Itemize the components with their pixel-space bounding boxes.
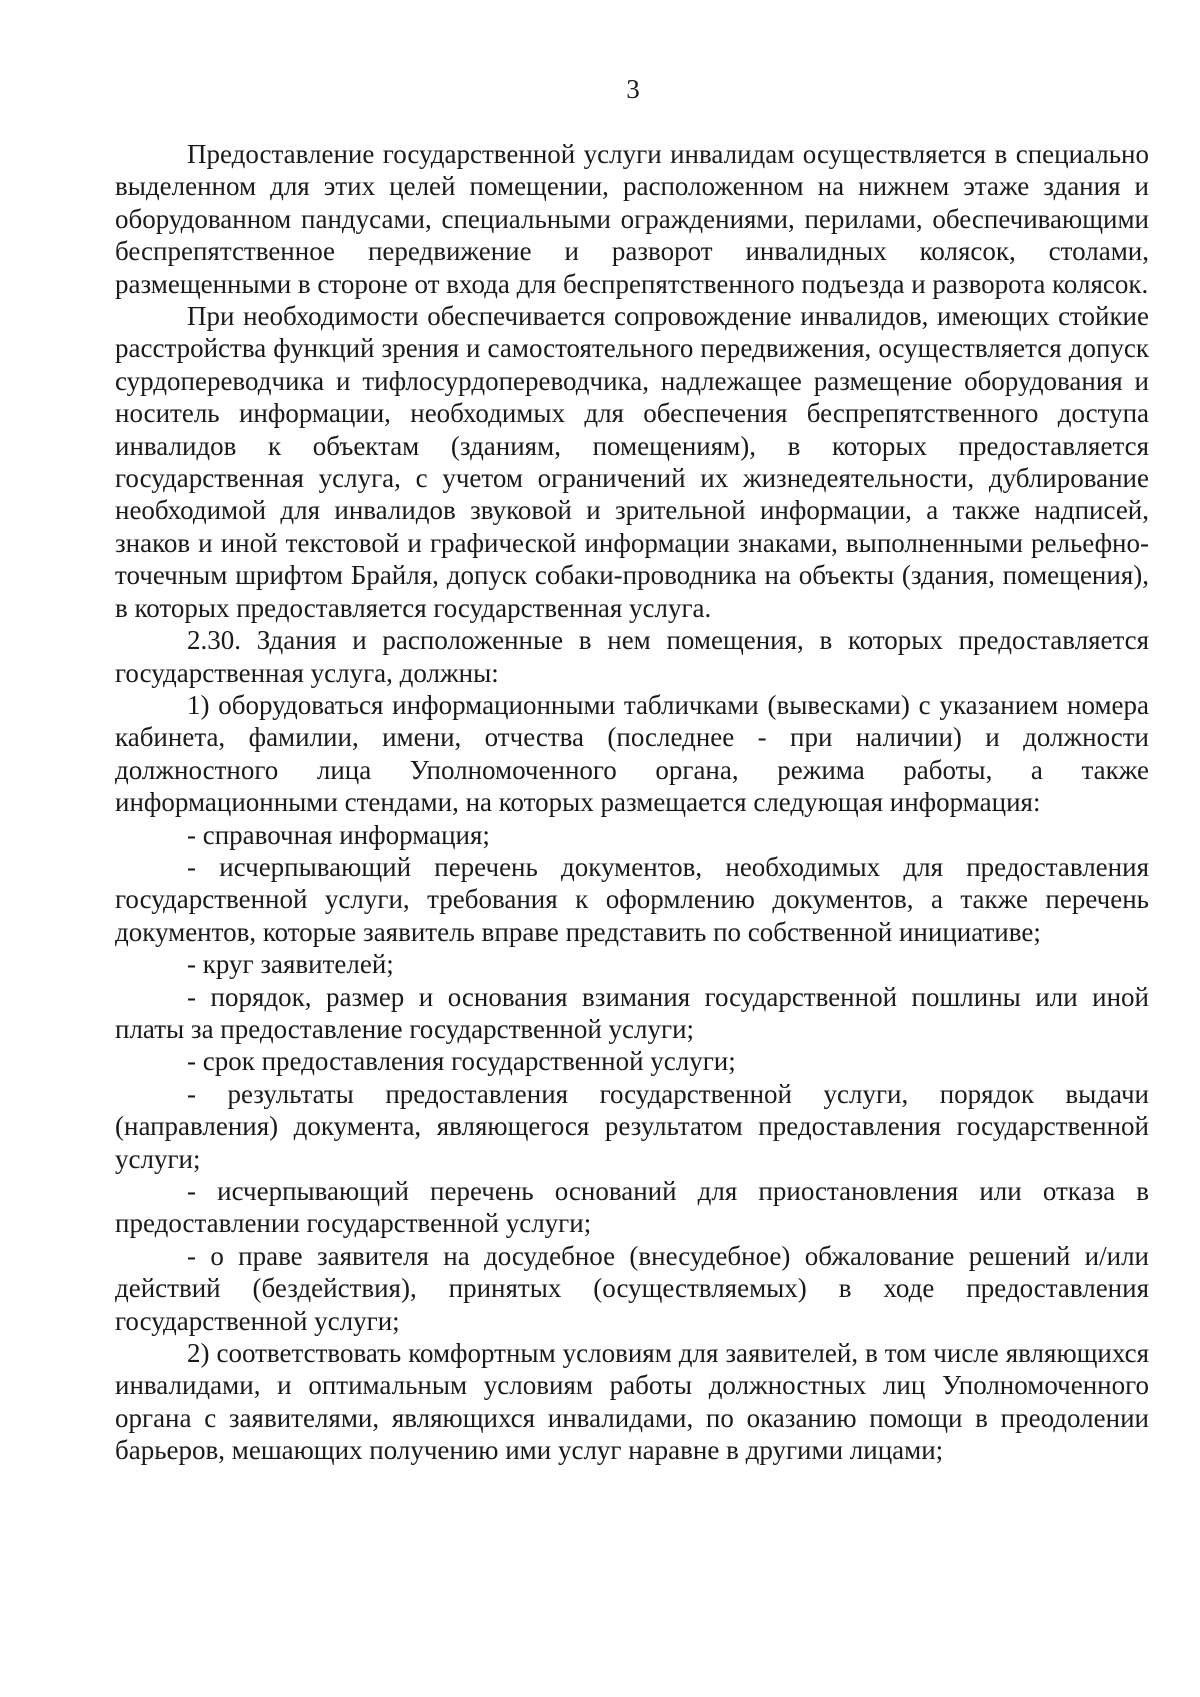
list-item-fees: - порядок, размер и основания взимания государственной пошлины или иной платы за предоставление государственной услуги; (115, 981, 1149, 1044)
paragraph-section-2-30: 2.30. Здания и расположенные в нем помещения, в которых предоставляется государственная услуга, должны: (115, 625, 1149, 688)
list-item-results: - результаты предоставления государственной услуги, порядок выдачи (направления) документа, являющегося результатом предоставления государственной услуги; (115, 1078, 1149, 1174)
document-body (115, 138, 1149, 1467)
list-item-documents: - исчерпывающий перечень документов, необходимых для предоставления государственной услуги, требования к оформлению документов, а также перечень документов, которые заявитель вправе представить по собственной инициативе; (115, 851, 1149, 947)
paragraph-item-1: 1) оборудоваться информационными табличками (вывесками) с указанием номера кабинета, фамилии, имени, отчества (последнее - при наличии) и должности должностного лица Уполномоченного органа, режима работы, а также информационными стендами, на которых размещается следующая информация: (115, 689, 1149, 818)
paragraph-accessibility-premises: Предоставление государственной услуги инвалидам осуществляется в специально выделенном для этих целей помещении, расположенном на нижнем этаже здания и оборудованном пандусами, специальными ограждениями, перилами, обеспечивающими беспрепятственное передвижение и разворот инвалидных колясок, столами, размещенными в стороне от входа для беспрепятственного подъезда и разворота колясок. (115, 139, 1149, 299)
page-number: 3 (626, 74, 640, 104)
list-item-reference-info: - справочная информация; (187, 819, 490, 850)
paragraph-accompaniment: При необходимости обеспечивается сопровождение инвалидов, имеющих стойкие расстройства функций зрения и самостоятельного передвижения, осуществляется допуск сурдопереводчика и тифлосурдопереводчика, надлежащее размещение оборудования и носитель информации, необходимых для обеспечения беспрепятственного доступа инвалидов к объектам (зданиям, помещениям), в которых предоставляется государственная услуга, с учетом ограничений их жизнедеятельности, дублирование необходимой для инвалидов звуковой и зрительной информации, а также надписей, знаков и иной текстовой и графической информации знаками, выполненными рельефно-точечным шрифтом Брайля, допуск собаки-проводника на объекты (здания, помещения), в которых предоставляется государственная услуга. (115, 301, 1149, 623)
list-item-applicants: - круг заявителей; (187, 949, 394, 980)
list-item-term: - срок предоставления государственной услуги; (187, 1046, 736, 1077)
paragraph-item-2: 2) соответствовать комфортным условиям для заявителей, в том числе являющихся инвалидами, и оптимальным условиям работы должностных лиц Уполномоченного органа с заявителями, являющихся инвалидами, по оказанию помощи в преодолении барьеров, мешающих получению ими услуг наравне в другими лицами; (115, 1338, 1149, 1466)
list-item-refusal-grounds: - исчерпывающий перечень оснований для приостановления или отказа в предоставлении государственной услуги; (115, 1176, 1149, 1239)
list-item-appeal-rights: - о праве заявителя на досудебное (внесудебное) обжалование решений и/или действий (бездействия), принятых (осуществляемых) в ходе предоставления государственной услуги; (115, 1240, 1149, 1336)
